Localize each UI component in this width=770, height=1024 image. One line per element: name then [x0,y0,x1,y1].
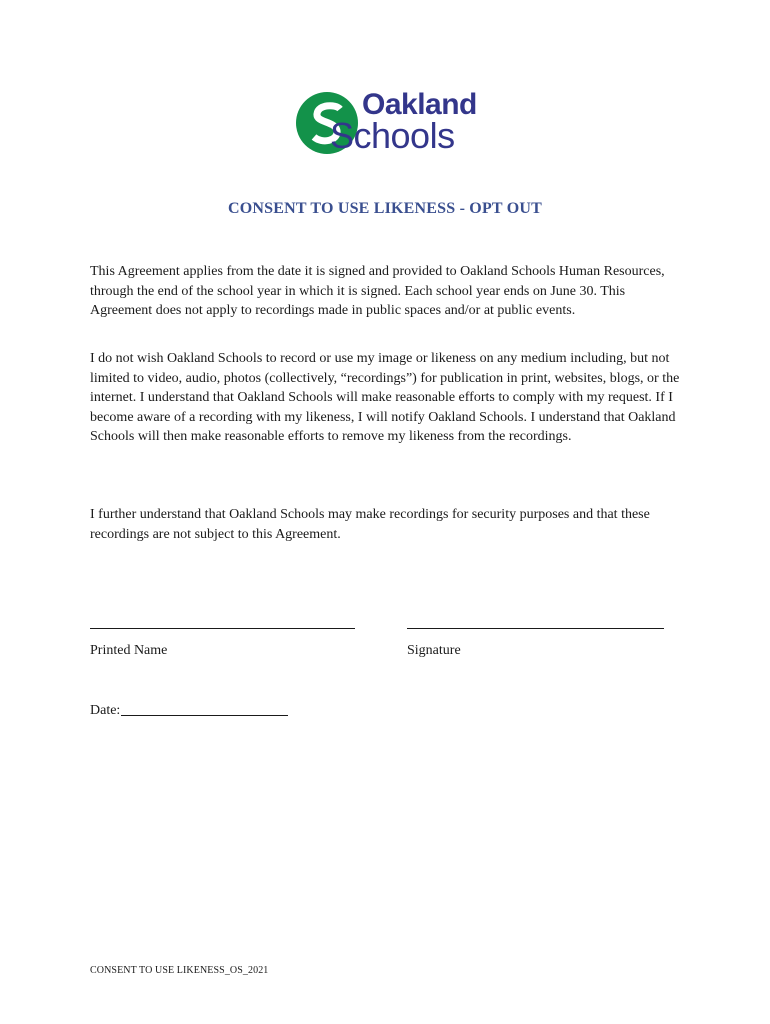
printed-name-label: Printed Name [90,643,168,658]
signature-label: Signature [407,643,461,658]
oakland-schools-logo [296,88,486,158]
date-field [90,703,288,719]
date-label: Date: [90,703,121,718]
paragraph-agreement-scope: This Agreement applies from the date it is signed and provided to Oakland Schools Human Resources, through the end of the school year in which it is signed. Each school year ends on June 30. This Agreement does not apply to recordings made in public spaces and/or at public events. [90,264,665,318]
logo-text-oakland: Oakland [362,88,477,121]
date-line[interactable] [121,715,288,716]
logo-text-schools: Schools [330,115,455,156]
printed-name-line[interactable] [90,628,355,629]
document-footer: CONSENT TO USE LIKENESS_OS_2021 [90,965,269,976]
paragraph-security-recordings: I further understand that Oakland Schools may make recordings for security purposes and that these recordings are not subject to this Agreement. [90,507,650,542]
signature-line[interactable] [407,628,664,629]
document-title: CONSENT TO USE LIKENESS - OPT OUT [228,200,542,217]
paragraph-opt-out-statement: I do not wish Oakland Schools to record or use my image or likeness on any medium including, but not limited to video, audio, photos (collectively, “recordings”) for publication in print, websites, blogs, or the internet. I understand that Oakland Schools will make reasonable efforts to comply with my request. If I become aware of a recording with my likeness, I will notify Oakland Schools. I understand that Oakland Schools will then make reasonable efforts to remove my likeness from the recordings. [90,351,680,444]
